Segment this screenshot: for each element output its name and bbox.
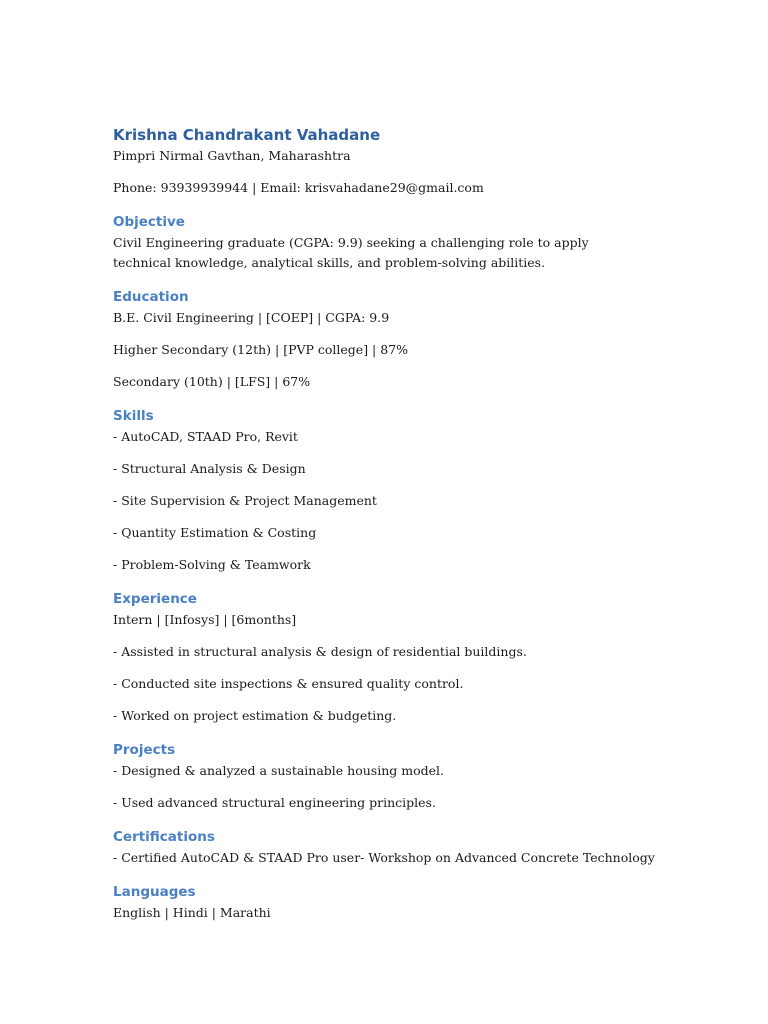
experience-item: - Worked on project estimation & budgeting. xyxy=(113,708,397,723)
certifications-heading: Certifications xyxy=(113,829,215,845)
candidate-location: Pimpri Nirmal Gavthan, Maharashtra xyxy=(113,148,351,163)
skill-item: - Site Supervision & Project Management xyxy=(113,493,377,508)
skill-item: - Structural Analysis & Design xyxy=(113,461,306,476)
experience-item: - Conducted site inspections & ensured quality control. xyxy=(113,676,464,691)
objective-heading: Objective xyxy=(113,214,185,230)
project-item: - Designed & analyzed a sustainable housing model. xyxy=(113,763,444,778)
certification-item: - Certified AutoCAD & STAAD Pro user- Workshop on Advanced Concrete Technology xyxy=(113,850,655,865)
skill-item: - Quantity Estimation & Costing xyxy=(113,525,317,540)
education-item: Secondary (10th) | [LFS] | 67% xyxy=(113,374,311,389)
experience-heading: Experience xyxy=(113,591,197,607)
skill-item: - AutoCAD, STAAD Pro, Revit xyxy=(113,429,298,444)
education-item: B.E. Civil Engineering | [COEP] | CGPA: 9.9 xyxy=(113,310,390,325)
experience-item: - Assisted in structural analysis & design of residential buildings. xyxy=(113,644,527,659)
objective-text: Civil Engineering graduate (CGPA: 9.9) seeking a challenging role to apply technical knowledge, analytical skills, and problem-solving abilities. xyxy=(113,235,589,270)
skill-item: - Problem-Solving & Teamwork xyxy=(113,557,311,572)
languages-heading: Languages xyxy=(113,884,196,900)
skills-heading: Skills xyxy=(113,408,154,424)
project-item: - Used advanced structural engineering principles. xyxy=(113,795,436,810)
candidate-name: Krishna Chandrakant Vahadane xyxy=(113,126,381,144)
languages-list: English | Hindi | Marathi xyxy=(113,905,271,920)
experience-role: Intern | [Infosys] | [6months] xyxy=(113,612,297,627)
resume-document xyxy=(113,124,673,923)
education-heading: Education xyxy=(113,289,189,305)
projects-heading: Projects xyxy=(113,742,176,758)
contact-info: Phone: 93939939944 | Email: krisvahadane29@gmail.com xyxy=(113,180,484,195)
education-item: Higher Secondary (12th) | [PVP college] | 87% xyxy=(113,342,409,357)
